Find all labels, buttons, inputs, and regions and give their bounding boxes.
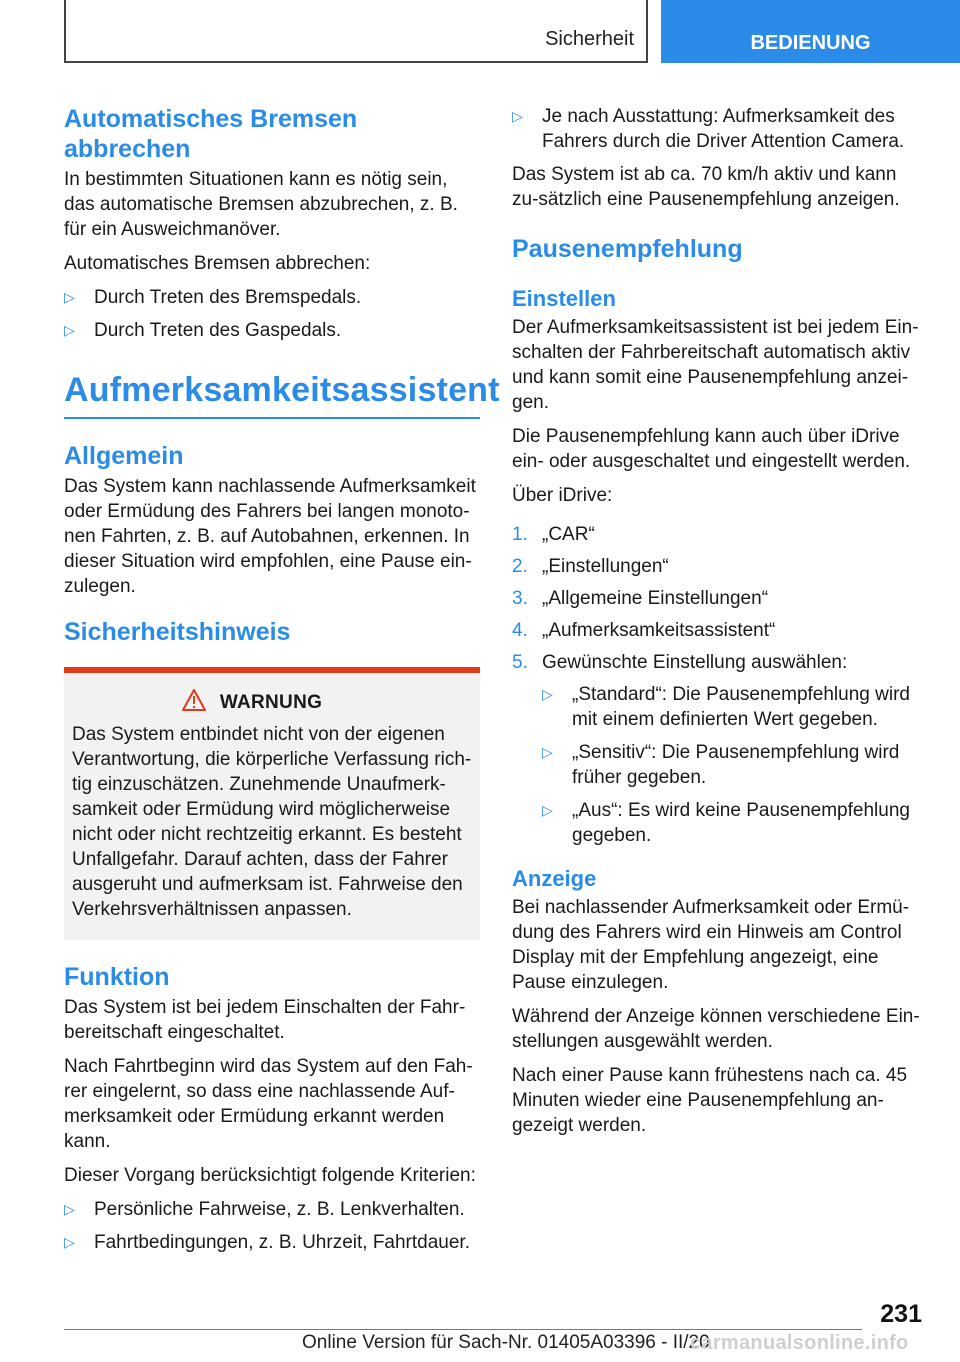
triangle-bullet-icon: ▷ — [542, 686, 553, 702]
paragraph: Der Aufmerksamkeitsassistent ist bei jedem Ein-schalten der Fahrbereitschaft automatisch aktiv und kann somit eine Pausenempfehlung anzei-gen. — [512, 317, 919, 413]
list-item-text: Durch Treten des Gaspedals. — [94, 320, 342, 341]
paragraph: Bei nachlassender Aufmerksamkeit oder Ermü-dung des Fahrers wird ein Hinweis am Control Display mit der Empfehlung angezeigt, eine Pause einzulegen. — [512, 897, 910, 993]
step-text: „Allgemeine Einstellungen“ — [542, 588, 769, 609]
chapter-title: Aufmerksamkeitsassistent — [64, 369, 480, 419]
footer-text: Online Version für Sach-Nr. 01405A03396 - II/20 — [302, 1332, 710, 1353]
warning-header — [32, 689, 472, 716]
paragraph: Über iDrive: — [512, 485, 613, 506]
warning-box — [64, 667, 480, 940]
list-item-text: Je nach Ausstattung: Aufmerksamkeit des Fahrers durch die Driver Attention Camera. — [542, 106, 905, 152]
warning-text: Das System entbindet nicht von der eigenen Verantwortung, die körperliche Verfassung rich-tig einzuschätzen. Zunehmende Unaufmerk-samkeit oder Ermüdung wird möglicherweise nicht oder nicht rechtzeitig erkannt. Es besteht Unfallgefahr. Darauf achten, dass der Fahrer ausgeruht und aufmerksam ist. Fahrweise den Verkehrsverhältnissen anpassen. — [72, 724, 472, 920]
heading-pausenempfehlung: Pausenempfehlung — [512, 235, 743, 263]
list-item-text: Persönliche Fahrweise, z. B. Lenkverhalten. — [94, 1199, 465, 1220]
list-item — [542, 798, 928, 848]
footer-divider — [64, 1329, 862, 1330]
list-item — [64, 318, 480, 343]
list-item-text: Durch Treten des Bremspedals. — [94, 287, 362, 308]
heading-brake-cancel: Automatisches Bremsen abbrechen — [64, 105, 358, 163]
right-column — [512, 100, 928, 1147]
bullet-list-criteria — [64, 1197, 480, 1255]
step-item — [512, 554, 928, 579]
paragraph: Das System ist ab ca. 70 km/h aktiv und kann zu-sätzlich eine Pausenempfehlung anzeigen. — [512, 164, 900, 210]
list-item — [512, 104, 928, 154]
paragraph: Die Pausenempfehlung kann auch über iDrive ein- oder ausgeschaltet und eingestellt werden. — [512, 426, 911, 472]
triangle-bullet-icon: ▷ — [64, 322, 75, 338]
step-item — [512, 618, 928, 643]
list-item-text: „Standard“: Die Pausenempfehlung wird mit einem definierten Wert gegeben. — [572, 684, 910, 730]
triangle-bullet-icon: ▷ — [542, 802, 553, 818]
step-text: „Einstellungen“ — [542, 556, 669, 577]
bullet-list-options — [542, 682, 928, 848]
heading-einstellen: Einstellen — [512, 286, 616, 311]
paragraph: In bestimmten Situationen kann es nötig sein, das automatische Bremsen abzubrechen, z. B. für ein Ausweichmanöver. — [64, 169, 458, 240]
bullet-list-brake — [64, 285, 480, 343]
triangle-bullet-icon: ▷ — [512, 108, 523, 124]
warning-label: WARNUNG — [219, 691, 323, 713]
header-tab-bedienung — [661, 0, 960, 63]
paragraph: Das System ist bei jedem Einschalten der Fahr-bereitschaft eingeschaltet. — [64, 997, 466, 1043]
page-number: 231 — [880, 1300, 922, 1328]
step-number: 5. — [512, 652, 528, 673]
triangle-bullet-icon: ▷ — [64, 289, 75, 305]
step-number: 2. — [512, 556, 528, 577]
paragraph: Automatisches Bremsen abbrechen: — [64, 253, 371, 274]
step-text: „Aufmerksamkeitsassistent“ — [542, 620, 776, 641]
paragraph: Nach Fahrtbeginn wird das System auf den Fah-rer eingelernt, so dass eine nachlassende Auf-merksamkeit oder Ermüdung erkannt werden kann. — [64, 1056, 473, 1152]
list-item-text: „Sensitiv“: Die Pausenempfehlung wird früher gegeben. — [572, 742, 900, 788]
list-item — [542, 740, 928, 790]
step-item — [512, 650, 928, 675]
step-text: Gewünschte Einstellung auswählen: — [542, 652, 848, 673]
list-item-text: „Aus“: Es wird keine Pausenempfehlung gegeben. — [572, 800, 910, 846]
warning-triangle-icon — [182, 689, 220, 716]
list-item — [64, 1230, 480, 1255]
left-column — [64, 100, 500, 1263]
list-item-text: Fahrtbedingungen, z. B. Uhrzeit, Fahrtdauer. — [94, 1232, 470, 1253]
numbered-list-idrive — [512, 522, 928, 675]
paragraph: Nach einer Pause kann frühestens nach ca. 45 Minuten wieder eine Pausenempfehlung an-gezeigt werden. — [512, 1065, 908, 1136]
list-item — [542, 682, 928, 732]
step-text: „CAR“ — [542, 524, 595, 545]
step-number: 1. — [512, 524, 528, 545]
paragraph: Während der Anzeige können verschiedene Ein-stellungen ausgewählt werden. — [512, 1006, 920, 1052]
heading-sicherheitshinweis: Sicherheitshinweis — [64, 618, 291, 646]
step-number: 3. — [512, 588, 528, 609]
list-item — [64, 1197, 480, 1222]
watermark: carmanualsonline.info — [690, 1332, 909, 1354]
header-tab-label: BEDIENUNG — [750, 32, 871, 54]
triangle-bullet-icon: ▷ — [64, 1234, 75, 1250]
paragraph: Das System kann nachlassende Aufmerksamkeit oder Ermüdung des Fahrers bei langen monoto-nen Fahrten, z. B. auf Autobahnen, erkennen. In dieser Situation wird empfohlen, eine Pause ein-zulegen. — [64, 476, 476, 597]
paragraph: Dieser Vorgang berücksichtigt folgende Kriterien: — [64, 1165, 476, 1186]
bullet-list-criteria-continued — [512, 104, 928, 154]
step-number: 4. — [512, 620, 528, 641]
heading-anzeige: Anzeige — [512, 866, 597, 891]
step-item — [512, 586, 928, 611]
step-item — [512, 522, 928, 547]
triangle-bullet-icon: ▷ — [542, 744, 553, 760]
header-section-title: Sicherheit — [545, 28, 634, 50]
triangle-bullet-icon: ▷ — [64, 1201, 75, 1217]
heading-allgemein: Allgemein — [64, 442, 184, 470]
heading-funktion: Funktion — [64, 963, 170, 991]
list-item — [64, 285, 480, 310]
